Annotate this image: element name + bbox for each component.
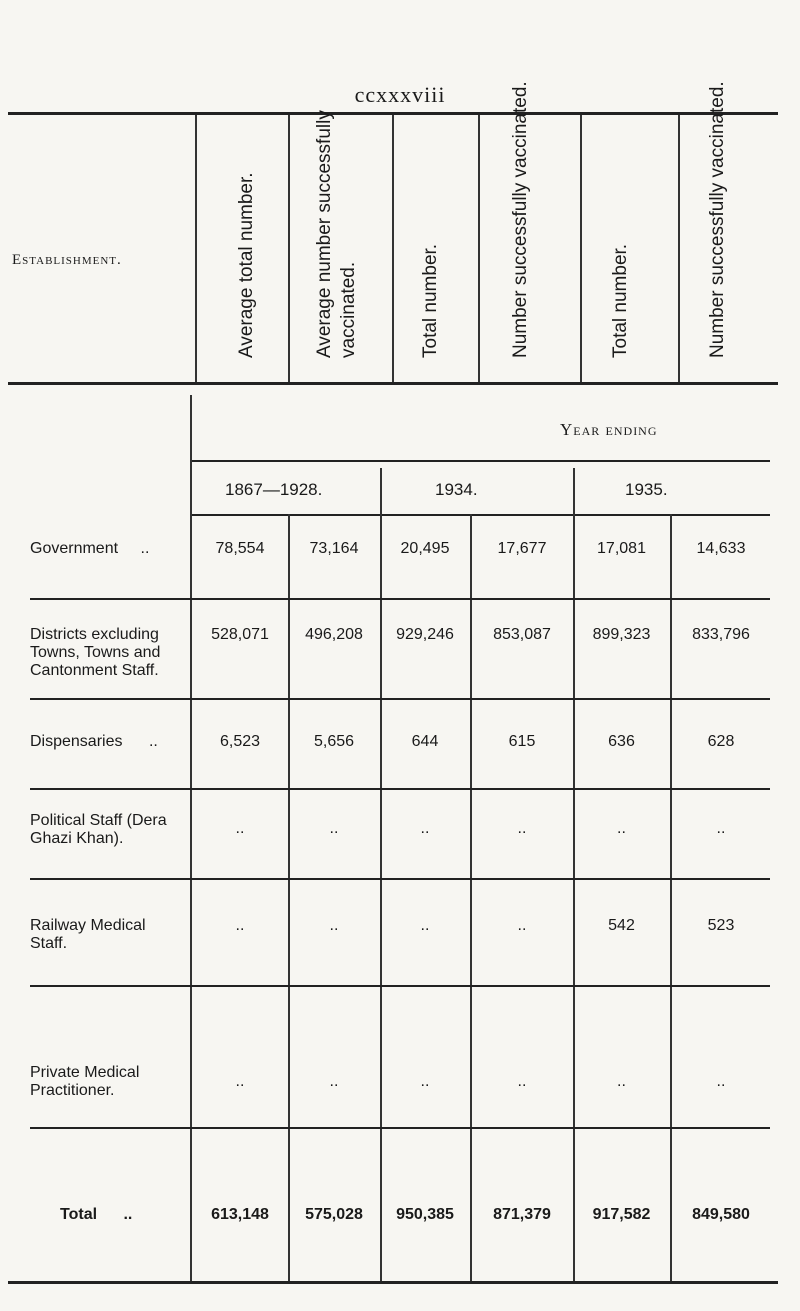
row-separator bbox=[30, 788, 770, 790]
table-cell: .. bbox=[329, 1073, 339, 1090]
header-divider bbox=[392, 115, 394, 382]
column-header-text: Average total number. bbox=[236, 172, 257, 358]
row-separator bbox=[30, 698, 770, 700]
row-separator bbox=[30, 985, 770, 987]
table-cell: .. bbox=[235, 820, 245, 837]
period-divider bbox=[380, 468, 382, 514]
table-cell: 20,495 bbox=[400, 540, 450, 557]
table-cell: .. bbox=[716, 1073, 726, 1090]
table-cell: 73,164 bbox=[309, 540, 359, 557]
establishment-header: Establishment. bbox=[12, 252, 122, 268]
header-bottom-rule bbox=[8, 382, 778, 385]
table-cell: 636 bbox=[608, 733, 635, 750]
leader-dots: .. bbox=[123, 1206, 133, 1223]
row-label-text: Government bbox=[30, 540, 119, 557]
table-cell: 523 bbox=[707, 917, 735, 934]
table-cell: 17,677 bbox=[497, 540, 547, 557]
period-rule bbox=[190, 514, 770, 516]
period-label: 1934. bbox=[435, 480, 478, 499]
bottom-rule bbox=[8, 1281, 778, 1284]
table-cell: .. bbox=[235, 1073, 245, 1090]
column-header bbox=[420, 118, 450, 380]
column-header bbox=[300, 110, 360, 380]
table-cell: 849,580 bbox=[692, 1206, 750, 1223]
table-cell: .. bbox=[517, 1073, 527, 1090]
header-divider bbox=[195, 115, 197, 382]
table-cell: .. bbox=[716, 820, 726, 837]
table-cell: 613,148 bbox=[211, 1206, 269, 1223]
table-cell: 853,087 bbox=[493, 626, 551, 643]
column-header-text: Average number successfully bbox=[314, 110, 335, 358]
table-cell: 950,385 bbox=[396, 1206, 454, 1223]
table-cell: .. bbox=[617, 1073, 626, 1090]
table-cell: .. bbox=[329, 917, 339, 934]
row-label: Railway Medical Staff. bbox=[30, 917, 146, 952]
table-cell: 644 bbox=[411, 733, 439, 750]
table-cell: .. bbox=[517, 820, 527, 837]
column-header bbox=[508, 81, 538, 380]
year-ending-rule bbox=[190, 460, 770, 462]
row-label: Private Medical Practitioner. bbox=[30, 1064, 140, 1099]
column-header bbox=[228, 118, 258, 380]
table-cell: 871,379 bbox=[493, 1206, 551, 1223]
table-cell: 575,028 bbox=[305, 1206, 363, 1223]
table-cell: .. bbox=[329, 820, 339, 837]
row-label: Political Staff (Dera Ghazi Khan). bbox=[30, 812, 167, 847]
table-cell: .. bbox=[517, 917, 527, 934]
row-label bbox=[30, 540, 180, 558]
table-cell: 899,323 bbox=[592, 626, 651, 643]
period-divider bbox=[573, 468, 575, 514]
body-divider bbox=[190, 395, 192, 1281]
column-header-text: Number successfully vaccinated. bbox=[707, 81, 728, 358]
table-cell: .. bbox=[420, 1073, 430, 1090]
column-header bbox=[610, 118, 640, 380]
row-separator bbox=[30, 878, 770, 880]
table-cell: 833,796 bbox=[692, 626, 750, 643]
row-label bbox=[60, 1206, 190, 1224]
table-cell: 14,633 bbox=[696, 540, 746, 557]
year-ending-label: Year ending bbox=[560, 420, 658, 439]
row-label bbox=[30, 733, 180, 751]
header-divider bbox=[478, 115, 480, 382]
period-label: 1867—1928. bbox=[225, 480, 323, 499]
column-header-text: vaccinated. bbox=[338, 261, 359, 358]
table-cell: .. bbox=[420, 917, 430, 934]
header-divider bbox=[580, 115, 582, 382]
row-label: Districts excluding Towns, Towns and Cantonment Staff. bbox=[30, 626, 161, 679]
table-cell: 17,081 bbox=[597, 540, 646, 557]
leader-dots: .. bbox=[140, 540, 150, 557]
column-header bbox=[705, 81, 735, 380]
table-cell: 528,071 bbox=[211, 626, 269, 643]
table-cell: 6,523 bbox=[219, 733, 261, 750]
period-label: 1935. bbox=[625, 480, 668, 499]
table-cell: 5,656 bbox=[313, 733, 355, 750]
table-cell: 628 bbox=[707, 733, 735, 750]
table-cell: 496,208 bbox=[305, 626, 363, 643]
table-cell: 929,246 bbox=[396, 626, 454, 643]
header-divider bbox=[288, 115, 290, 382]
column-header-text: Number successfully vaccinated. bbox=[510, 81, 531, 358]
leader-dots: .. bbox=[148, 733, 158, 750]
row-separator bbox=[30, 1127, 770, 1129]
table-cell: 917,582 bbox=[592, 1206, 651, 1223]
table-cell: .. bbox=[617, 820, 626, 837]
row-label-text: Total bbox=[60, 1206, 98, 1223]
table-cell: 542 bbox=[608, 917, 635, 934]
table-cell: .. bbox=[235, 917, 245, 934]
row-separator bbox=[30, 598, 770, 600]
table-cell: 615 bbox=[508, 733, 536, 750]
column-header-text: Total number. bbox=[420, 243, 441, 358]
page-number: ccxxxviii bbox=[354, 82, 446, 107]
header-divider bbox=[678, 115, 680, 382]
table-cell: .. bbox=[420, 820, 430, 837]
row-label-text: Dispensaries bbox=[30, 733, 123, 750]
column-header-text: Total number. bbox=[610, 243, 631, 358]
table-cell: 78,554 bbox=[215, 540, 265, 557]
